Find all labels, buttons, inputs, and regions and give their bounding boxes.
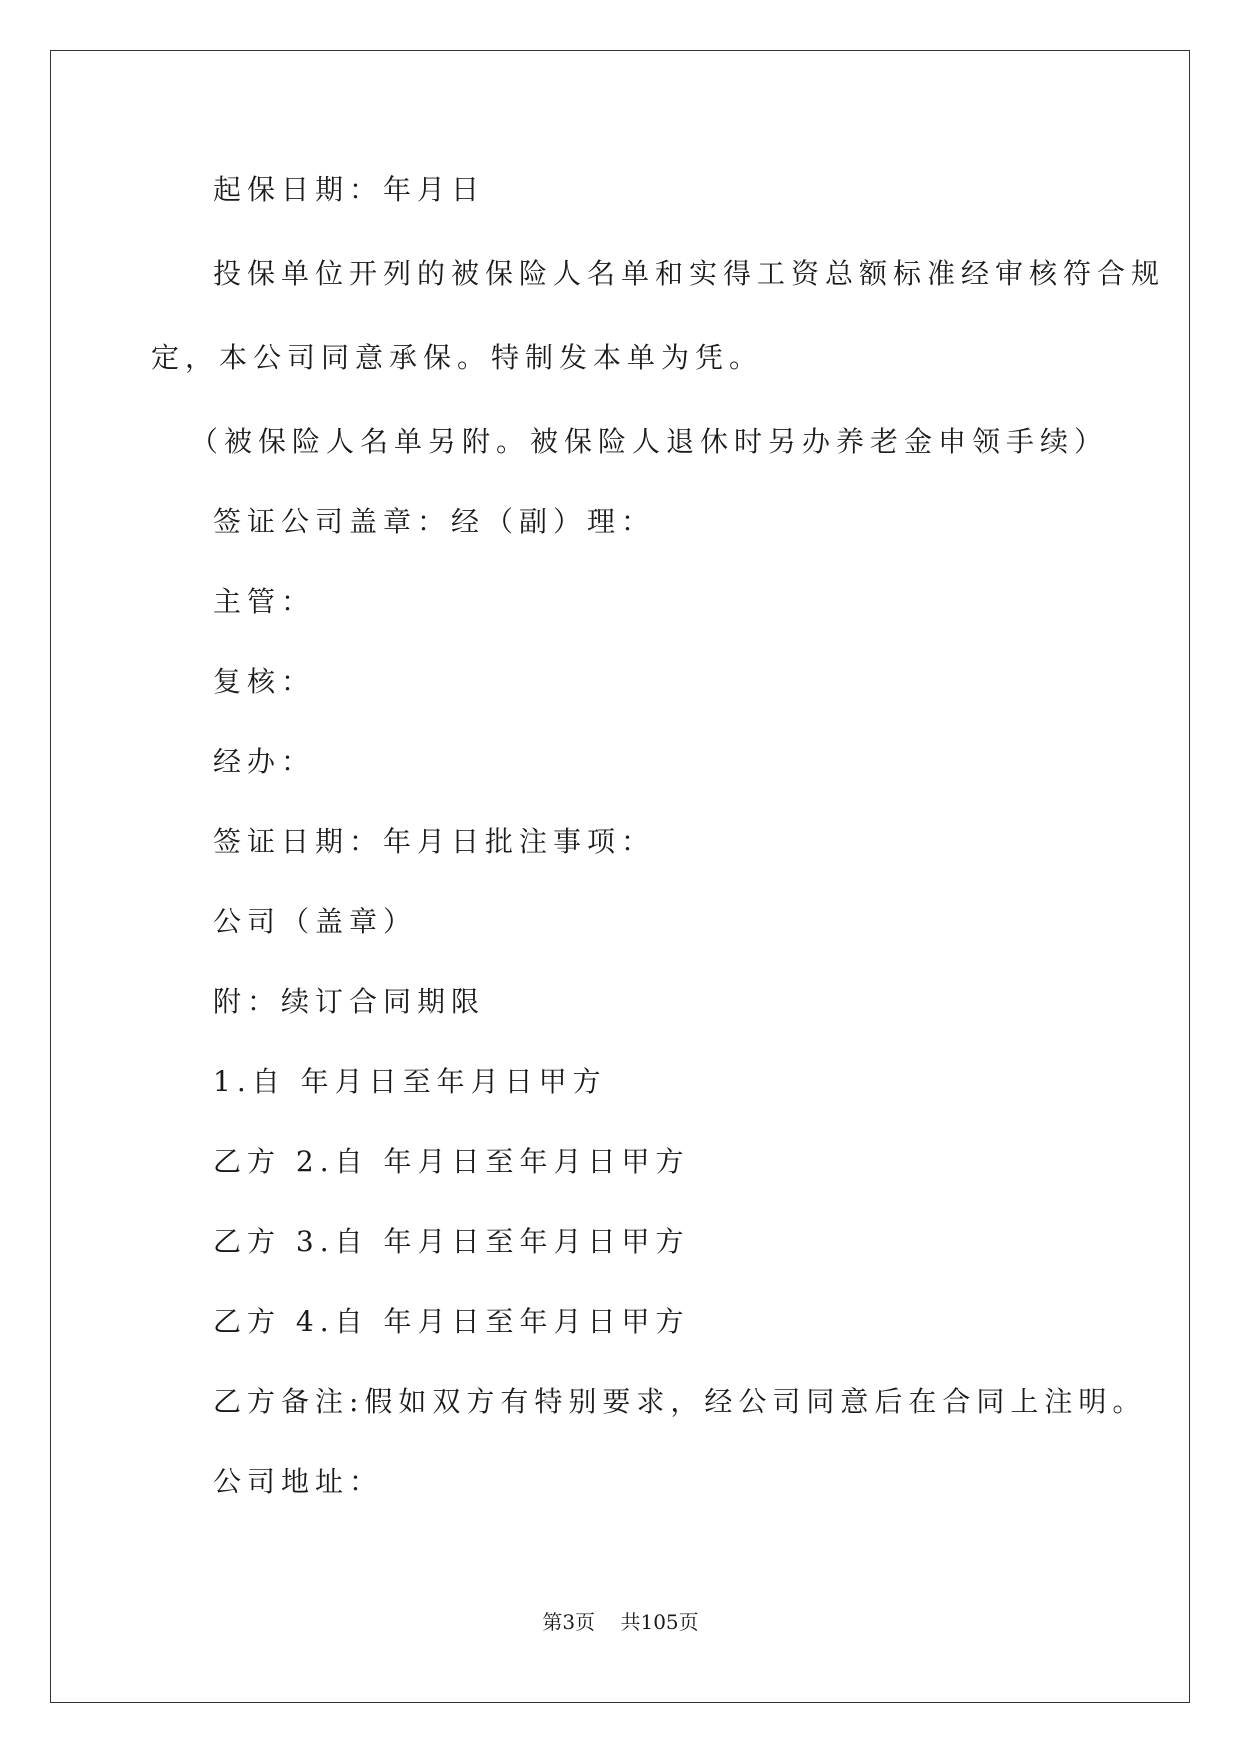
remarks-line: 乙方备注:假如双方有特别要求，经公司同意后在合同上注明。 — [213, 1385, 1147, 1418]
page-label-suffix: 页 — [575, 1610, 596, 1634]
renewal-term-3-line: 乙方 3.自 年月日至年月日甲方 — [213, 1225, 690, 1258]
renewal-heading-line: 附：续订合同期限 — [213, 985, 486, 1018]
start-date-line: 起保日期：年月日 — [213, 173, 486, 206]
visa-date-line: 签证日期：年月日批注事项： — [213, 825, 656, 858]
approval-paragraph-line-1: 投保单位开列的被保险人名单和实得工资总额标准经审核符合规 — [213, 257, 1166, 290]
renewal-term-1-line: 1.自 年月日至年月日甲方 — [213, 1065, 607, 1098]
attachment-note-line: （被保险人名单另附。被保险人退休时另办养老金申领手续） — [190, 425, 1109, 458]
page-number: 3 — [562, 1610, 576, 1634]
company-seal-line: 签证公司盖章：经（副）理： — [213, 505, 656, 538]
reviewer-line: 复核： — [213, 665, 316, 698]
company-address-line: 公司地址： — [213, 1465, 384, 1498]
total-suffix: 页 — [678, 1610, 699, 1634]
renewal-term-4-line: 乙方 4.自 年月日至年月日甲方 — [213, 1305, 690, 1338]
page-footer — [0, 1610, 1241, 1634]
total-prefix: 共 — [620, 1610, 641, 1634]
renewal-term-2-line: 乙方 2.自 年月日至年月日甲方 — [213, 1145, 690, 1178]
page-label-prefix: 第 — [542, 1610, 563, 1634]
supervisor-line: 主管： — [213, 585, 316, 618]
approval-paragraph-line-2: 定，本公司同意承保。特制发本单为凭。 — [151, 341, 764, 374]
page-border — [50, 50, 1190, 1703]
company-stamp-line: 公司（盖章） — [213, 905, 418, 938]
total-pages: 105 — [640, 1610, 679, 1634]
handler-line: 经办： — [213, 745, 316, 778]
